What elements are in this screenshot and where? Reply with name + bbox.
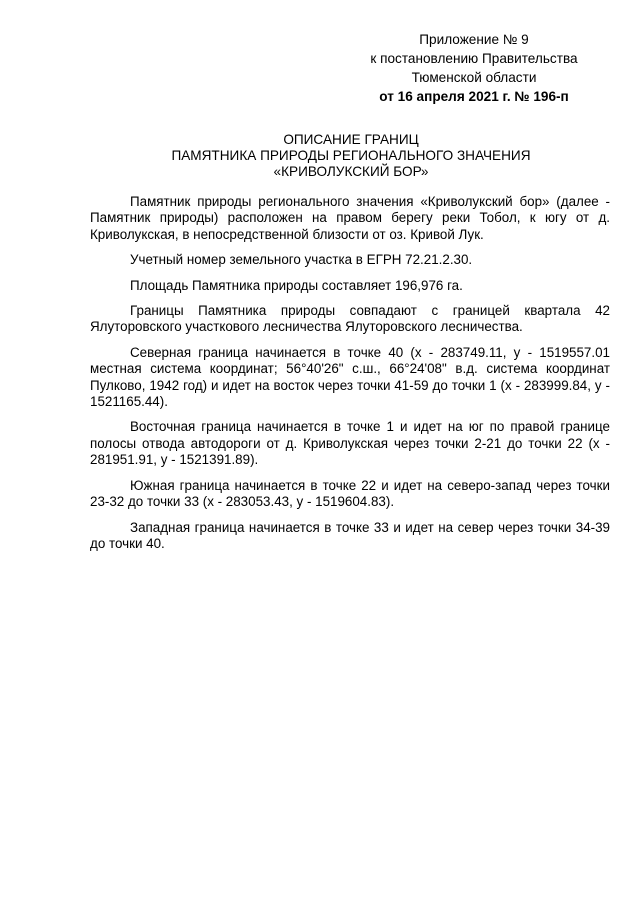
appendix-number: Приложение № 9 <box>419 32 529 47</box>
paragraph-south-boundary: Южная граница начинается в точке 22 и идет на северо-запад через точки 23-32 до точки 33 (x - 283053.43, y - 1519604.83). <box>90 477 610 510</box>
paragraph-cadastral-number: Учетный номер земельного участка в ЕГРН 72.21.2.30. <box>130 252 473 268</box>
appendix-block <box>354 30 594 106</box>
document-body <box>90 194 610 561</box>
paragraph-boundaries: Границы Памятника природы совпадают с границей квартала 42 Ялуторовского участкового лесничества Ялуторовского лесничества. <box>90 303 610 335</box>
heading-line-3: «КРИВОЛУКСКИЙ БОР» <box>273 164 429 179</box>
heading-line-2: ПАМЯТНИКА ПРИРОДЫ РЕГИОНАЛЬНОГО ЗНАЧЕНИЯ <box>171 148 531 163</box>
appendix-decree-reference: к постановлению Правительства <box>370 51 578 66</box>
paragraph-area: Площадь Памятника природы составляет 196,976 га. <box>130 277 463 293</box>
appendix-date-number: от 16 апреля 2021 г. № 196-п <box>379 89 569 104</box>
paragraph-west-boundary: Западная граница начинается в точке 33 и идет на север через точки 34-39 до точки 40. <box>90 519 610 551</box>
paragraph-north-boundary: Северная граница начинается в точке 40 (x - 283749.11, y - 1519557.01 местная система координат; 56°40'26" с.ш., 66°24'08" в.д. система координат Пулково, 1942 год) и идет на восток через точки 41-59 до точки 1 (x - 283999.84, y - 1521165.44). <box>90 344 610 410</box>
appendix-region: Тюменской области <box>411 70 537 85</box>
paragraph-location: Памятник природы регионального значения «Криволукский бор» (далее - Памятник природы) расположен на правом берегу реки Тобол, к югу от д. Криволукская, в непосредственной близости от оз. Кривой Лук. <box>90 194 610 242</box>
heading-line-1: ОПИСАНИЕ ГРАНИЦ <box>283 132 419 147</box>
document-heading <box>90 132 612 180</box>
paragraph-east-boundary: Восточная граница начинается в точке 1 и идет на юг по правой границе полосы отвода автодороги от д. Криволукская через точки 2-21 до точки 22 (x - 281951.91, y - 1521391.89). <box>90 419 610 468</box>
